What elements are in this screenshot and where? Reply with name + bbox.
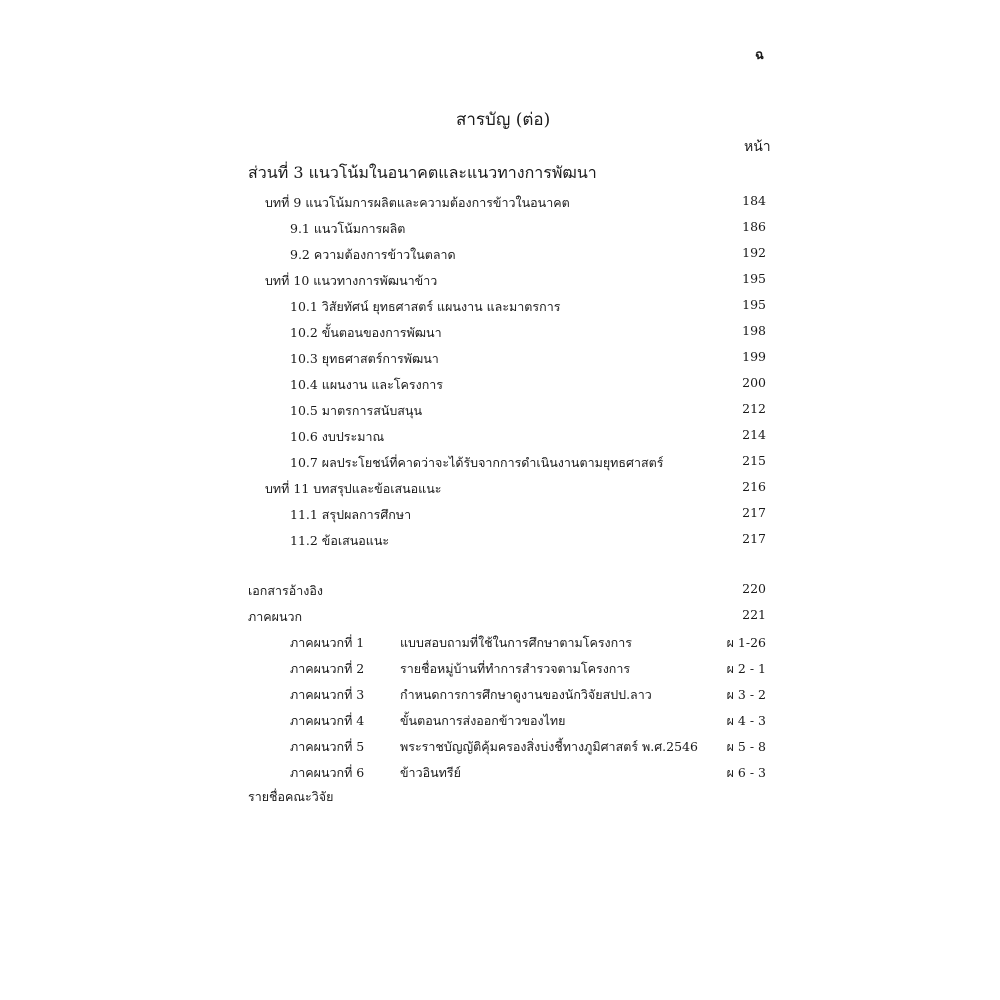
appendix-label: ภาคผนวกที่ 6 <box>290 765 365 780</box>
toc-entry-text: 10.1 วิสัยทัศน์ ยุทธศาสตร์ แผนงาน และมาตรการ <box>290 299 561 314</box>
toc-entry-page: 217 <box>742 531 766 546</box>
toc-entry <box>0 323 1000 343</box>
toc-entry-text: บทที่ 10 แนวทางการพัฒนาข้าว <box>265 273 438 288</box>
toc-entry-page: 184 <box>742 193 766 208</box>
toc-entry-page: 215 <box>742 453 766 468</box>
toc-entry-page: 200 <box>742 375 766 390</box>
toc-entry-page: 214 <box>742 427 766 442</box>
toc-entry-text: 10.6 งบประมาณ <box>290 429 385 444</box>
toc-entry-page: 220 <box>742 581 766 596</box>
toc-entry-text: 10.4 แผนงาน และโครงการ <box>290 377 443 392</box>
toc-entry <box>0 479 1000 499</box>
toc-entry-text: รายชื่อคณะวิจัย <box>248 789 334 804</box>
appendix-page: ผ 1-26 <box>726 635 766 650</box>
toc-entry <box>0 427 1000 447</box>
appendix-label: ภาคผนวกที่ 3 <box>290 687 365 702</box>
toc-entry-page: 195 <box>742 271 766 286</box>
toc-entry <box>0 505 1000 525</box>
appendix-title: ขั้นตอนการส่งออกข้าวของไทย <box>400 713 566 728</box>
toc-entry <box>0 271 1000 291</box>
appendix-page: ผ 6 - 3 <box>726 765 766 780</box>
appendix-label: ภาคผนวกที่ 2 <box>290 661 365 676</box>
toc-entry <box>0 297 1000 317</box>
appendix-item <box>0 633 1000 653</box>
toc-entry <box>0 193 1000 213</box>
toc-entry-page: 195 <box>742 297 766 312</box>
toc-entry <box>0 531 1000 551</box>
toc-entry-text: 9.2 ความต้องการข้าวในตลาด <box>290 247 456 262</box>
toc-entry-text: 10.2 ขั้นตอนของการพัฒนา <box>290 325 442 340</box>
toc-entry-text: 9.1 แนวโน้มการผลิต <box>290 221 406 236</box>
appendix-page: ผ 4 - 3 <box>726 713 766 728</box>
toc-entry-text: 11.1 สรุปผลการศึกษา <box>290 507 412 522</box>
toc-entry <box>0 219 1000 239</box>
toc-references <box>0 581 1000 601</box>
appendix-item <box>0 659 1000 679</box>
toc-entry <box>0 245 1000 265</box>
page-column-header: หน้า <box>744 139 771 155</box>
appendix-title: กำหนดการการศึกษาดูงานของนักวิจัยสปป.ลาว <box>400 687 652 702</box>
appendix-label: ภาคผนวกที่ 5 <box>290 739 365 754</box>
toc-entry-page: 217 <box>742 505 766 520</box>
appendix-item <box>0 711 1000 731</box>
page-number: ฉ <box>755 48 764 63</box>
toc-entry-page: 212 <box>742 401 766 416</box>
appendix-page: ผ 5 - 8 <box>726 739 766 754</box>
toc-entry-text: 10.5 มาตรการสนับสนุน <box>290 403 423 418</box>
toc-entry <box>0 453 1000 473</box>
toc-entry <box>0 375 1000 395</box>
toc-entry-page: 216 <box>742 479 766 494</box>
toc-researchers <box>0 787 1000 807</box>
appendix-item <box>0 737 1000 757</box>
page-title: สารบัญ (ต่อ) <box>456 110 551 130</box>
toc-appendix <box>0 607 1000 627</box>
toc-entry-text: บทที่ 11 บทสรุปและข้อเสนอแนะ <box>265 481 442 496</box>
toc-entry-page: 199 <box>742 349 766 364</box>
toc-entry <box>0 349 1000 369</box>
toc-entry <box>0 401 1000 421</box>
appendix-item <box>0 763 1000 783</box>
appendix-title: รายชื่อหมู่บ้านที่ทำการสำรวจตามโครงการ <box>400 661 631 676</box>
appendix-title: ข้าวอินทรีย์ <box>400 765 461 780</box>
toc-entry-page: 221 <box>742 607 766 622</box>
toc-entry-text: เอกสารอ้างอิง <box>248 583 323 598</box>
toc-entry-text: บทที่ 9 แนวโน้มการผลิตและความต้องการข้าวในอนาคต <box>265 195 570 210</box>
appendix-item <box>0 685 1000 705</box>
appendix-label: ภาคผนวกที่ 4 <box>290 713 365 728</box>
toc-entry-page: 186 <box>742 219 766 234</box>
section-heading: ส่วนที่ 3 แนวโน้มในอนาคตและแนวทางการพัฒนา <box>248 163 597 182</box>
toc-entry-text: 10.3 ยุทธศาสตร์การพัฒนา <box>290 351 439 366</box>
toc-entry-text: ภาคผนวก <box>248 609 303 624</box>
appendix-label: ภาคผนวกที่ 1 <box>290 635 365 650</box>
appendix-page: ผ 2 - 1 <box>726 661 766 676</box>
toc-entry-text: 10.7 ผลประโยชน์ที่คาดว่าจะได้รับจากการดำเนินงานตามยุทธศาสตร์ <box>290 455 664 470</box>
appendix-title: พระราชบัญญัติคุ้มครองสิ่งบ่งชี้ทางภูมิศาสตร์ พ.ศ.2546 <box>400 739 698 754</box>
appendix-title: แบบสอบถามที่ใช้ในการศึกษาตามโครงการ <box>400 635 632 650</box>
toc-entry-page: 198 <box>742 323 766 338</box>
appendix-page: ผ 3 - 2 <box>726 687 766 702</box>
toc-entry-text: 11.2 ข้อเสนอแนะ <box>290 533 390 548</box>
toc-entry-page: 192 <box>742 245 766 260</box>
